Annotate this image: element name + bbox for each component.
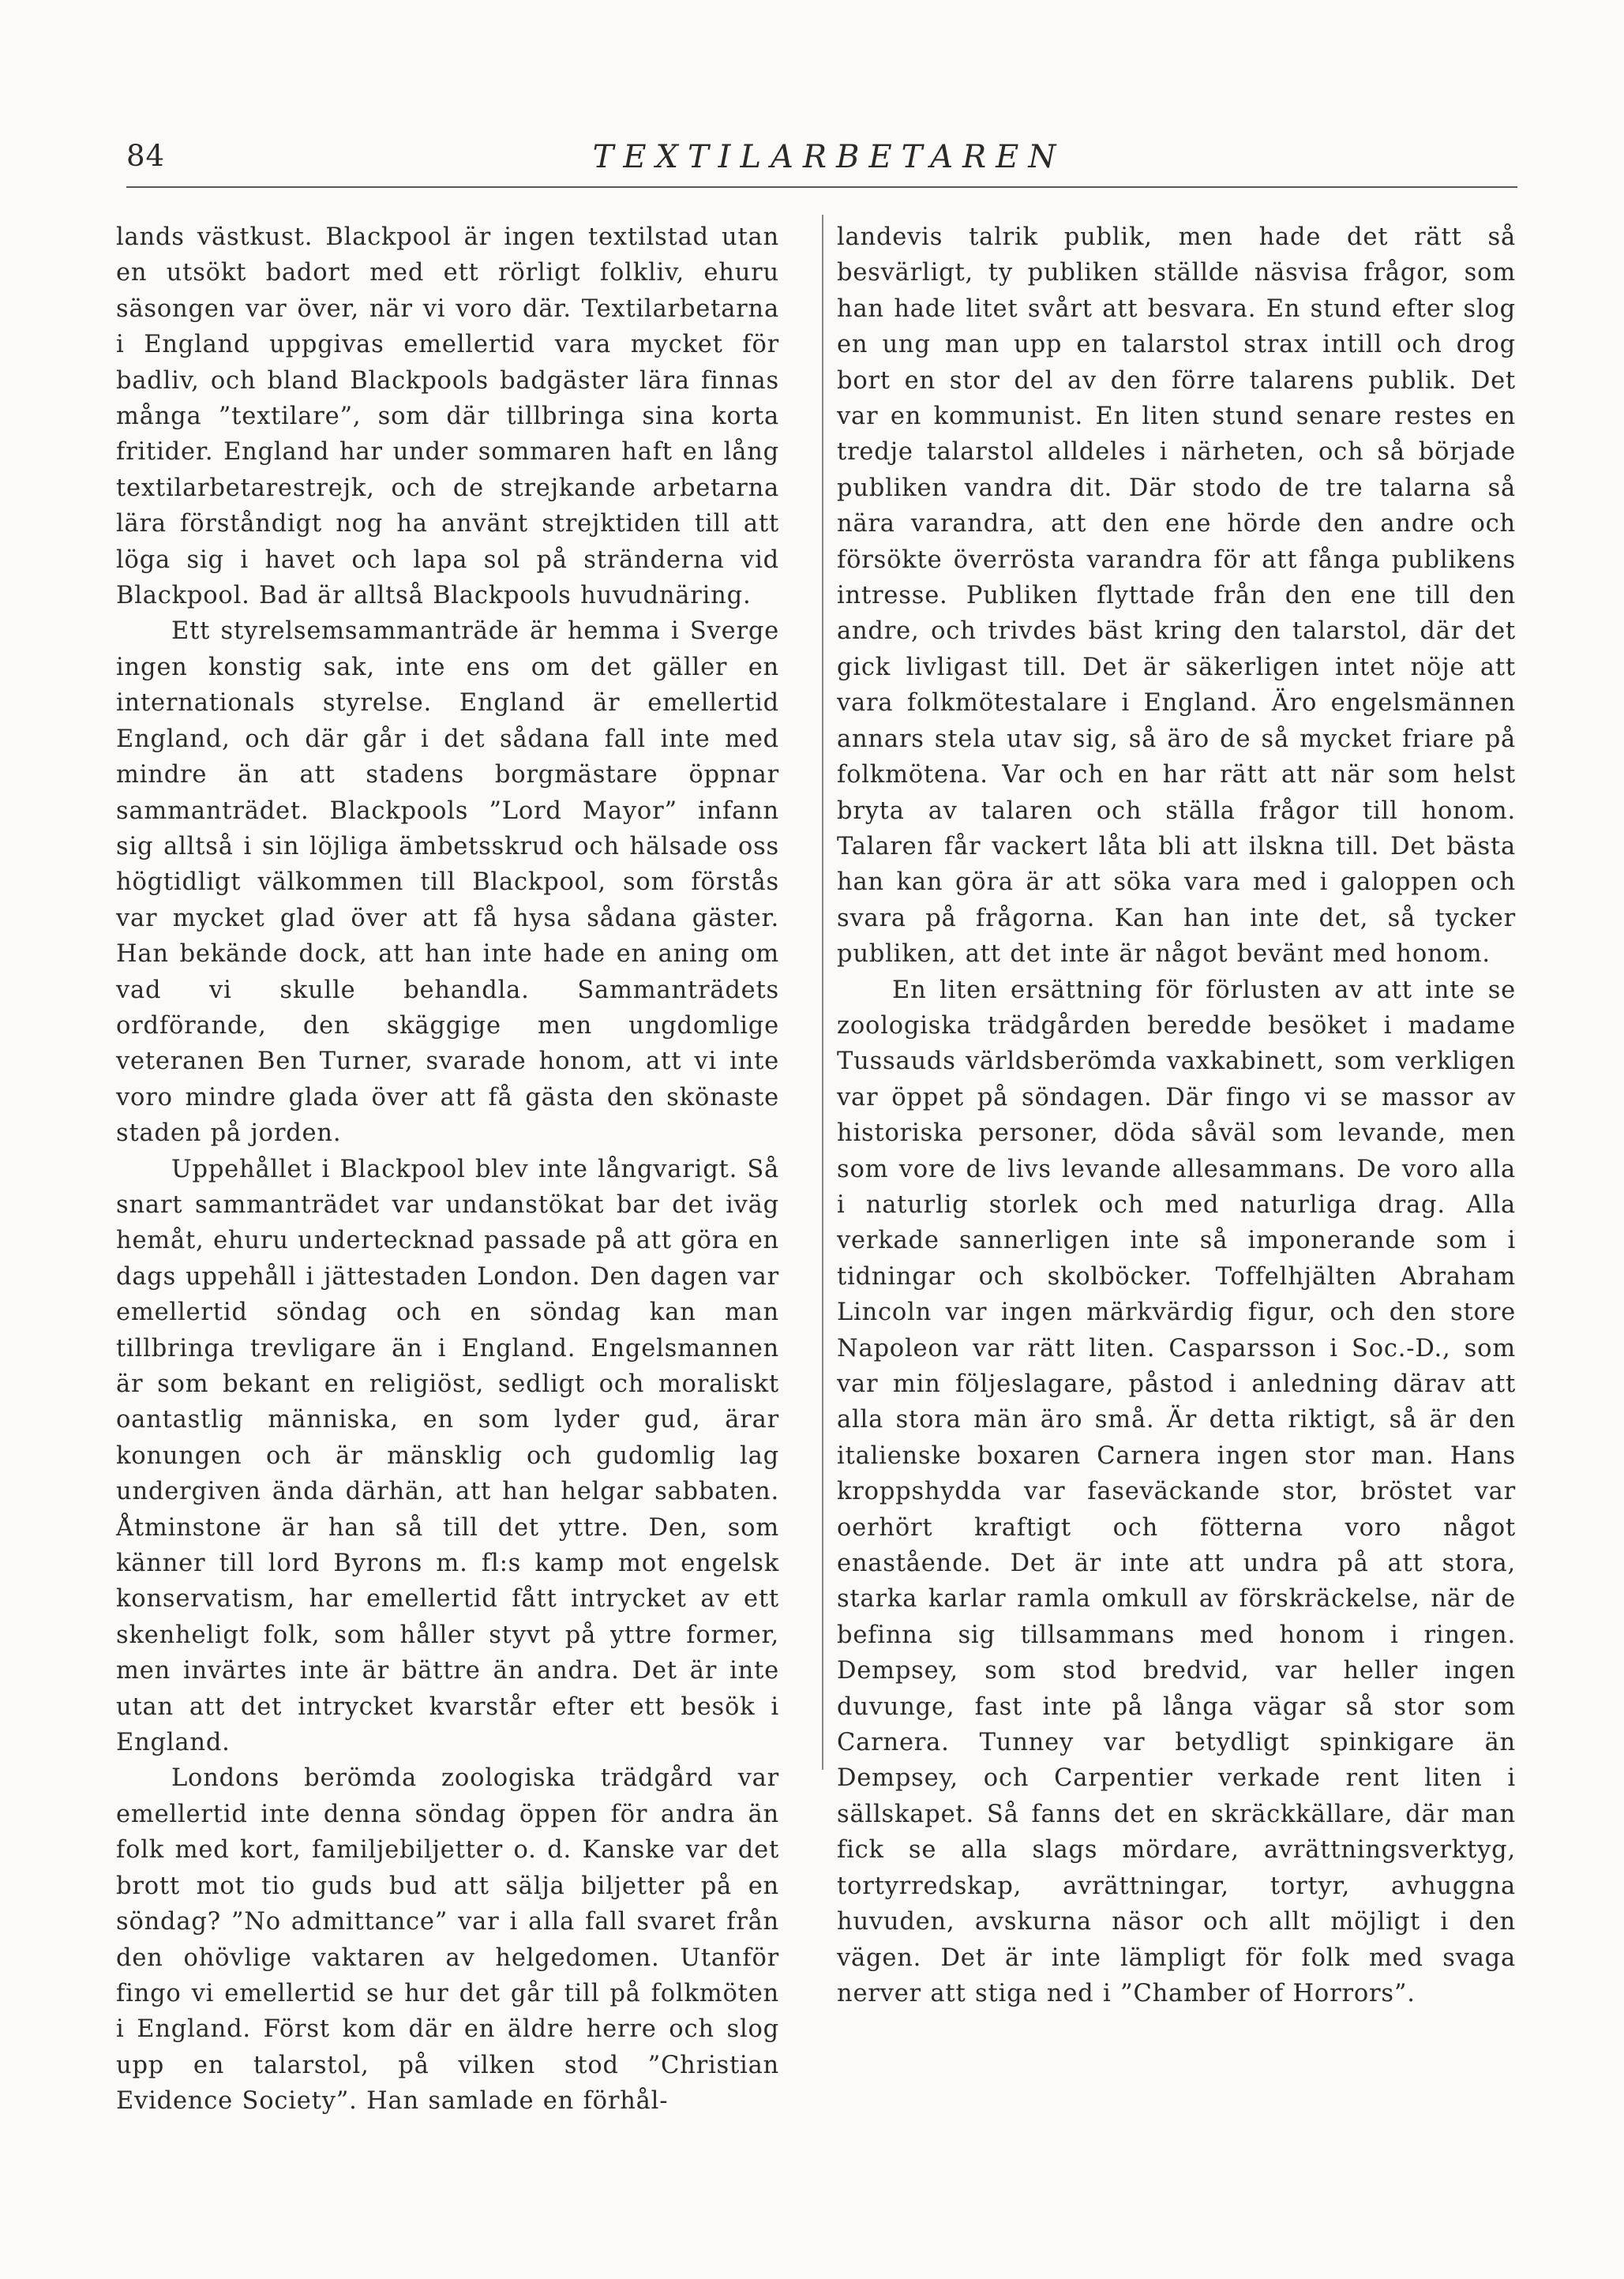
page-number: 84	[126, 139, 166, 173]
left-paragraph-4: Londons berömda zoologiska trädgård var emellertid inte denna söndag öppen för andra än folk med kort, familjebiljetter o. d. Kanske var det brott mot tio guds bud att sälja biljetter på en söndag? ”No admittance” var i alla fall svaret från den ohövlige vaktaren av helgedomen. Utanför fingo vi emellertid se hur det går till på folkmöten i England. Först kom där en äldre herre och slog upp en talarstol, på vilken stod ”Christian Evidence Society”. Han samlade en förhål-	[116, 1764, 779, 2116]
column-divider	[822, 215, 823, 1770]
right-paragraph-2: En liten ersättning för förlusten av att inte se zoologiska trädgården beredde besöket i madame Tussauds världsberömda vaxkabinett, som verkligen var öppet på söndagen. Där fingo vi se massor av historiska personer, döda såväl som levande, men som vore de livs levande allesammans. De voro alla i naturlig storlek och med naturliga drag. Alla verkade sannerligen inte så imponerande som i tidningar och skolböcker. Toffelhjälten Abraham Lincoln var ingen märkvärdig figur, och den store Napoleon var rätt liten. Casparsson i Soc.-D., som var min följeslagare, påstod i anledning därav att alla stora män äro små. Är detta riktigt, så är den italienske boxaren Carnera ingen stor man. Hans kroppshydda var faseväckande stor, bröstet var oerhört kraftigt och fötterna voro något enastående. Det är inte att undra på att stora, starka karlar ramla omkull av förskräckelse, när de befinna sig tillsammans med honom i ringen. Dempsey, som stod bredvid, var heller ingen duvunge, fast inte på långa vägar så stor som Carnera. Tunney var betydligt spinkigare än Dempsey, och Carpentier verkade rent liten i sällskapet. Så fanns det en skräckkällare, där man fick se alla slags mördare, avrättningsverktyg, tortyrredskap, avrättningar, tortyr, avhuggna huvuden, avskurna näsor och allt möjligt i den vägen. Det är inte lämpligt för folk med svaga nerver att stiga ned i ”Chamber of Horrors”.	[837, 976, 1516, 2007]
left-column	[116, 219, 779, 2120]
right-column	[837, 219, 1516, 2011]
journal-title: TEXTILARBETAREN	[592, 139, 1066, 175]
left-paragraph-2: Ett styrelsemsammanträde är hemma i Sverge ingen konstig sak, inte ens om det gäller en internationals styrelse. England är emellertid England, och där går i det sådana fall inte med mindre än att stadens borgmästare öppnar sammanträdet. Blackpools ”Lord Mayor” infann sig alltså i sin löjliga ämbetsskrud och hälsade oss högtidligt välkommen till Blackpool, som förstås var mycket glad över att få hysa sådana gäster. Han bekände dock, att han inte hade en aning om vad vi skulle behandla. Sammanträdets ordförande, den skäggige men ungdomlige veteranen Ben Turner, svarade honom, att vi inte voro mindre glada över att få gästa den skönaste staden på jorden.	[116, 617, 779, 1148]
right-paragraph-1: landevis talrik publik, men hade det rätt så besvärligt, ty publiken ställde näsvisa frågor, som han hade litet svårt att besvara. En stund efter slog en ung man upp en talarstol strax intill och drog bort en stor del av den förre talarens publik. Det var en kommunist. En liten stund senare restes en tredje talarstol alldeles i närheten, och så började publiken vandra dit. Där stodo de tre talarna så nära varandra, att den ene hörde den andre och försökte överrösta varandra för att fånga publikens intresse. Publiken flyttade från den ene till den andre, och trivdes bäst kring den talarstol, där det gick livligast till. Det är säkerligen intet nöje att vara folkmötestalare i England. Äro engelsmännen annars stela utav sig, så äro de så mycket friare på folkmötena. Var och en har rätt att när som helst bryta av talaren och ställa frågor till honom. Talaren får vackert låta bli att ilskna till. Det bästa han kan göra är att söka vara med i galoppen och svara på frågorna. Kan han inte det, så tycker publiken, att det inte är något bevänt med honom.	[837, 223, 1516, 969]
left-paragraph-3: Uppehållet i Blackpool blev inte långvarigt. Så snart sammanträdet var undanstökat bar det iväg hemåt, ehuru undertecknad passade på att göra en dags uppehåll i jättestaden London. Den dagen var emellertid söndag och en söndag kan man tillbringa trevligare än i England. Engelsmannen är som bekant en religiöst, sedligt och moraliskt oantastlig människa, en som lyder gud, ärar konungen och är mänsklig och gudomlig lag undergiven ända därhän, att han helgar sabbaten. Åtminstone är han så till det yttre. Den, som känner till lord Byrons m. fl:s kamp mot engelsk konservatism, har emellertid fått intrycket av ett skenheligt folk, som håller styvt på yttre former, men invärtes inte är bättre än andra. Det är inte utan att det intrycket kvarstår efter ett besök i England.	[116, 1155, 779, 1757]
header-rule	[126, 186, 1517, 188]
left-paragraph-1: lands västkust. Blackpool är ingen textilstad utan en utsökt badort med ett rörligt folkliv, ehuru säsongen var över, när vi voro där. Textilarbetarna i England uppgivas emellertid vara mycket för badliv, och bland Blackpools badgäster lära finnas många ”textilare”, som där tillbringa sina korta fritider. England har under sommaren haft en lång textilarbetarestrejk, och de strejkande arbetarna lära förståndigt nog ha använt strejktiden till att löga sig i havet och lapa sol på stränderna vid Blackpool. Bad är alltså Blackpools huvudnäring.	[116, 223, 779, 610]
